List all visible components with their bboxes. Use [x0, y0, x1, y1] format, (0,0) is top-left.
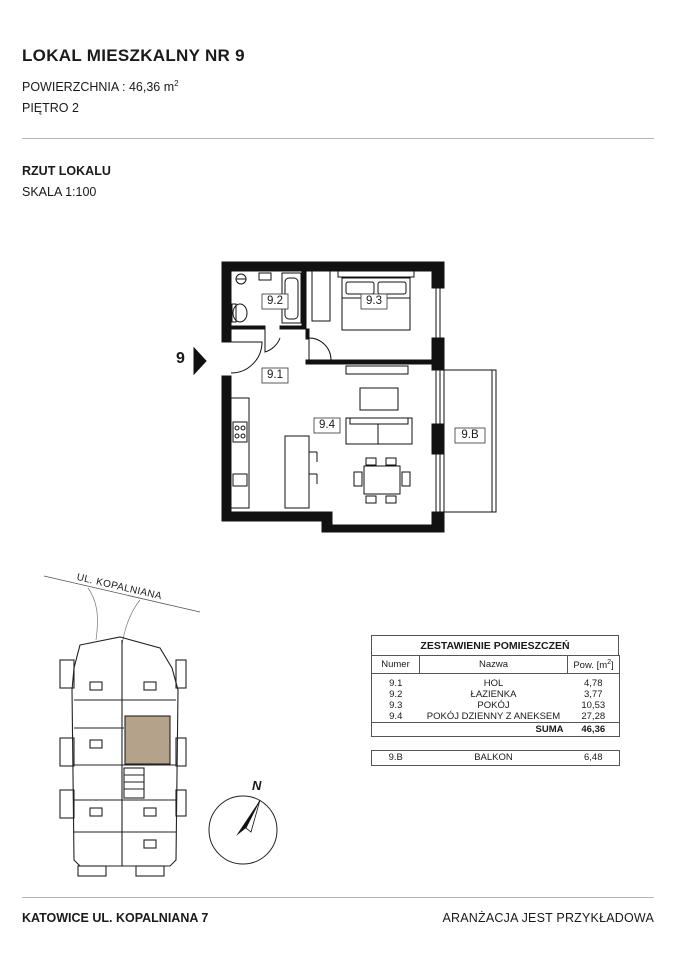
row-area: 4,78 [584, 678, 603, 690]
room-label-9-2: 9.2 [267, 295, 283, 307]
sum-empty [372, 723, 420, 737]
balcony-num: 9.B [388, 752, 403, 764]
street-label: UL. KOPALNIANA [75, 572, 163, 603]
rooms-table [371, 635, 619, 766]
unit-title: LOKAL MIESZKALNY NR 9 [22, 46, 245, 65]
col-numer: Numer [372, 656, 420, 674]
plan-scale: SKALA 1:100 [22, 185, 97, 199]
col-nazwa: Nazwa [420, 656, 568, 674]
table-row [372, 689, 620, 700]
room-label-9-4: 9.4 [319, 419, 335, 431]
unit-area-text: POWIERZCHNIA : 46,36 m [22, 80, 175, 95]
north-label: N [252, 778, 262, 793]
table-header-row [372, 656, 620, 674]
room-label-9-1: 9.1 [267, 369, 283, 381]
balcony-table [371, 750, 620, 766]
col-pow [568, 656, 620, 674]
col-pow-sup: 2 [607, 659, 612, 666]
sum-label: SUMA [420, 723, 568, 737]
plan-heading: RZUT LOKALU [22, 164, 111, 178]
footer-note: ARANŻACJA JEST PRZYKŁADOWA [442, 911, 654, 925]
room-label-9-b: 9.B [461, 429, 479, 441]
row-area: 10,53 [581, 700, 606, 712]
row-name: HOL [483, 678, 504, 690]
highlighted-unit [125, 716, 170, 764]
balcony-name: BALKON [474, 752, 513, 764]
row-name: POKÓJ [477, 700, 510, 712]
col-pow-end: ] [611, 660, 614, 672]
footer-address: KATOWICE UL. KOPALNIANA 7 [22, 911, 209, 925]
table-title: ZESTAWIENIE POMIESZCZEŃ [371, 635, 619, 655]
sum-value: 46,36 [568, 723, 620, 737]
room-label-9-3: 9.3 [366, 295, 382, 307]
row-num: 9.2 [389, 689, 403, 701]
table-row [372, 700, 620, 711]
row-name: POKÓJ DZIENNY Z ANEKSEM [426, 711, 561, 723]
table-row [372, 711, 620, 723]
divider-bottom [22, 897, 654, 898]
balcony-area: 6,48 [584, 752, 603, 764]
row-area: 3,77 [584, 689, 603, 701]
col-pow-text: Pow. [m [573, 660, 608, 672]
row-num: 9.3 [389, 700, 403, 712]
balcony-row [372, 751, 620, 766]
table-row [372, 674, 620, 690]
unit-area-sup: 2 [174, 79, 179, 88]
unit-number: 9 [176, 350, 185, 367]
row-num: 9.1 [389, 678, 403, 690]
row-area: 27,28 [581, 711, 606, 723]
unit-floor: PIĘTRO 2 [22, 101, 79, 115]
table-sum-row [372, 723, 620, 737]
table-body [371, 655, 620, 737]
north-arrow [236, 800, 260, 836]
row-num: 9.4 [389, 711, 403, 723]
row-name: ŁAZIENKA [470, 689, 517, 701]
